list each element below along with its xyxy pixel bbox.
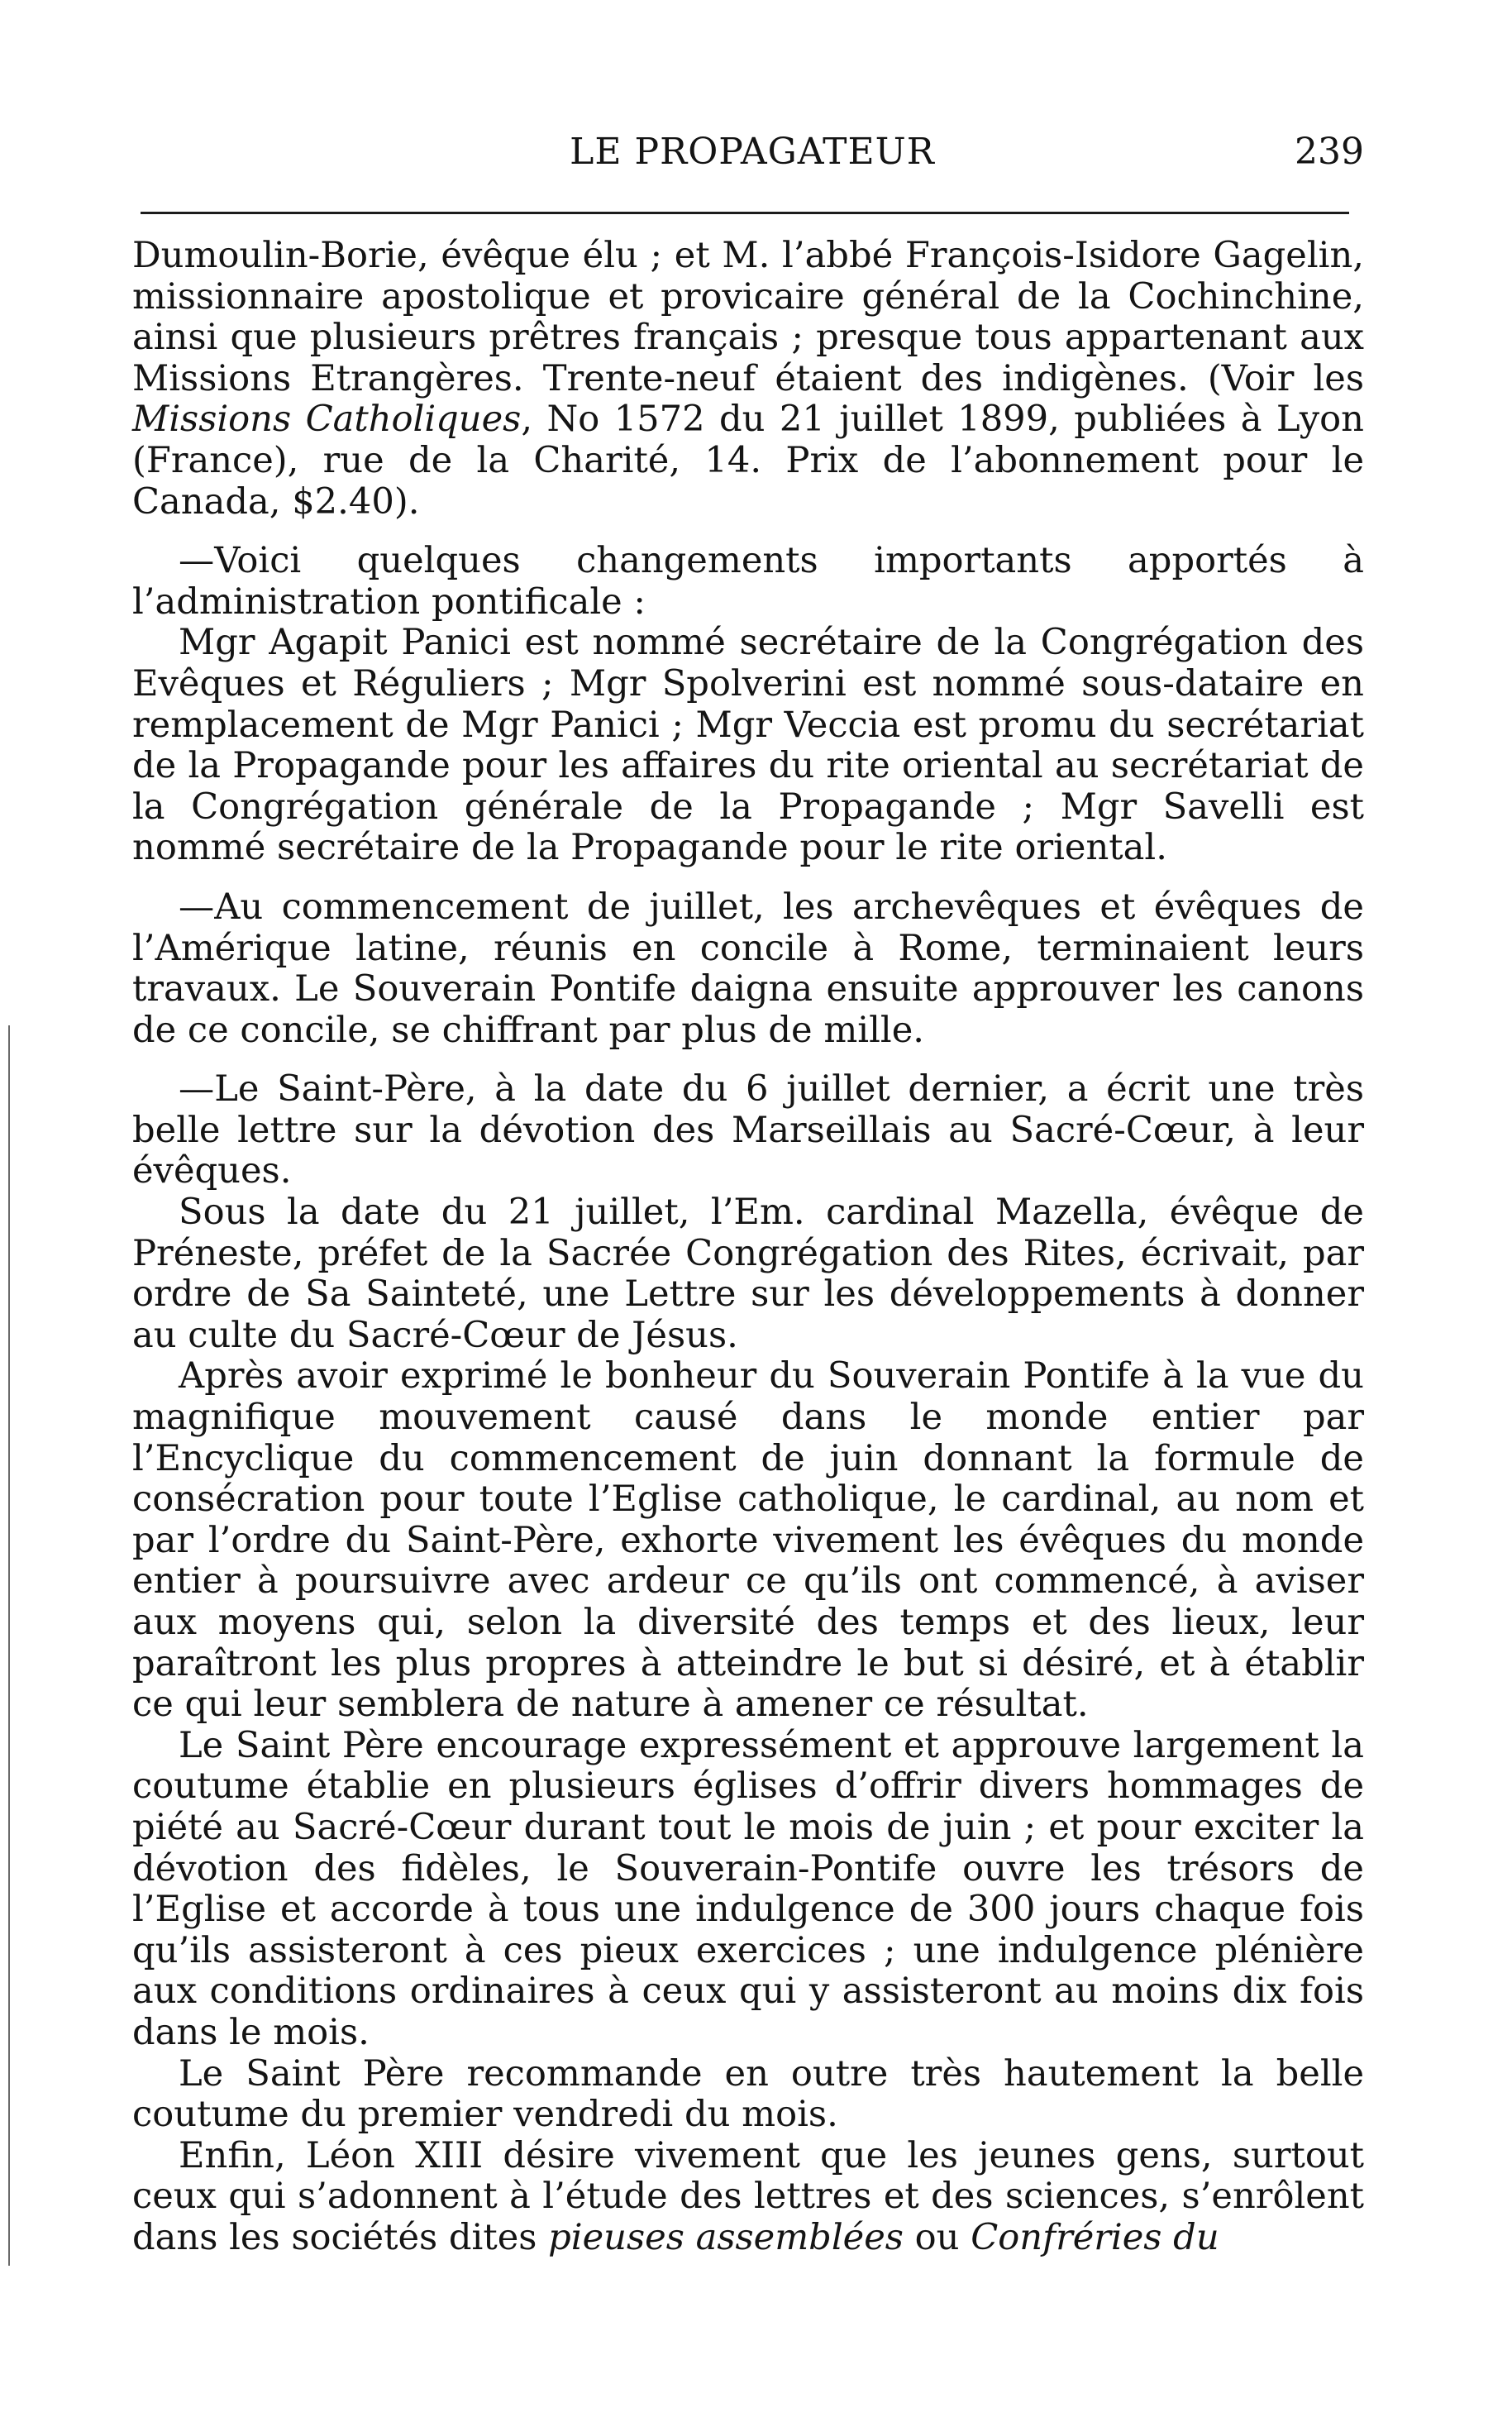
paragraph-premier-vendredi: Le Saint Père recommande en outre très hautement la belle coutume du premier vendredi du mois. (132, 2052, 1364, 2136)
page-number: 239 (1295, 131, 1364, 173)
running-head: LE PROPAGATEUR (570, 131, 935, 173)
paragraph-mois-de-juin: Le Saint Père encourage expressément et approuve largement la coutume établie en plusieurs églises d’offrir divers hommages de piété au Sacré-Cœur durant tout le mois de juin ; et pour exciter la dévotion des fidèles, le Souverain-Pontife ouvre les trésors de l’Eglise et accorde à tous une indulgence de 300 jours chaque fois qu’ils assisteront à ces pieux exercices ; une indulgence plénière aux conditions ordinaires à ceux qui y assisteront au moins dix fois dans le mois. (132, 1724, 1364, 2053)
paragraph-encyclique: Après avoir exprimé le bonheur du Souverain Pontife à la vue du magnifique mouvement causé dans le monde entier par l’Encyclique du commencement de juin donnant la formule de consécration pour toute l’Eglise catholique, le cardinal, au nom et par l’ordre du Saint-Père, exhorte vivement les évêques du monde entier à poursuivre avec ardeur ce qu’ils ont commencé, à aviser aux moyens qui, selon la diversité des temps et des lieux, leur paraîtront les plus propres à atteindre le but si désiré, et à établir ce qui leur semblera de nature à amener ce résultat. (132, 1355, 1364, 1726)
body-text (132, 236, 1364, 2259)
header-rule (141, 212, 1349, 214)
paragraph-nominations: Mgr Agapit Panici est nommé secrétaire de la Congrégation des Evêques et Réguliers ; Mgr Spolverini est nommé sous-dataire en remplacement de Mgr Panici ; Mgr Veccia est promu du secrétariat de la Propagande pour les affaires du rite oriental au secrétariat de la Congrégation générale de la Propagande ; Mgr Savelli est nommé secrétaire de la Propagande pour le rite oriental. (132, 622, 1364, 869)
italic-confreries-du: Confréries du (971, 2216, 1219, 2258)
paragraph-administration: —Voici quelques changements importants apportés à l’administration pontificale : (132, 540, 1364, 623)
paragraph-jeunes-gens: Enfin, Léon XIII désire vivement que les jeunes gens, surtout ceux qui s’adonnent à l’étude des lettres et des sciences, s’enrôlent dans les sociétés dites pieuses assemblées ou Confréries du (132, 2134, 1364, 2258)
paragraph-marseillais: —Le Saint-Père, à la date du 6 juillet dernier, a écrit une très belle lettre sur la dévotion des Marseillais au Sacré-Cœur, à leur évêques. (132, 1068, 1364, 1192)
paragraph-concile: —Au commencement de juillet, les archevêques et évêques de l’Amérique latine, réunis en concile à Rome, terminaient leurs travaux. Le Souverain Pontife daigna ensuite approuver les canons de ce concile, se chiffrant par plus de mille. (132, 886, 1364, 1051)
paragraph-mazella: Sous la date du 21 juillet, l’Em. cardinal Mazella, évêque de Préneste, préfet de la Sacrée Congrégation des Rites, écrivait, par ordre de Sa Sainteté, une Lettre sur les développements à donner au culte du Sacré-Cœur de Jésus. (132, 1192, 1364, 1356)
page-header (132, 124, 1372, 182)
paragraph-missions: Dumoulin-Borie, évêque élu ; et M. l’abbé François-Isidore Gagelin, missionnaire apostolique et provicaire général de la Cochinchine, ainsi que plusieurs prêtres français ; presque tous appartenant aux Missions Etrangères. Trente-neuf étaient des indigènes. (Voir les Missions Catholiques, No 1572 du 21 juillet 1899, publiées à Lyon (France), rue de la Charité, 14. Prix de l’abonnement pour le Canada, $2.40). (132, 235, 1364, 523)
italic-title-missions-catholiques: Missions Catholiques (132, 399, 522, 441)
italic-pieuses-assemblees: pieuses assemblées (548, 2216, 904, 2258)
page-edge-shadow (8, 1025, 10, 2266)
